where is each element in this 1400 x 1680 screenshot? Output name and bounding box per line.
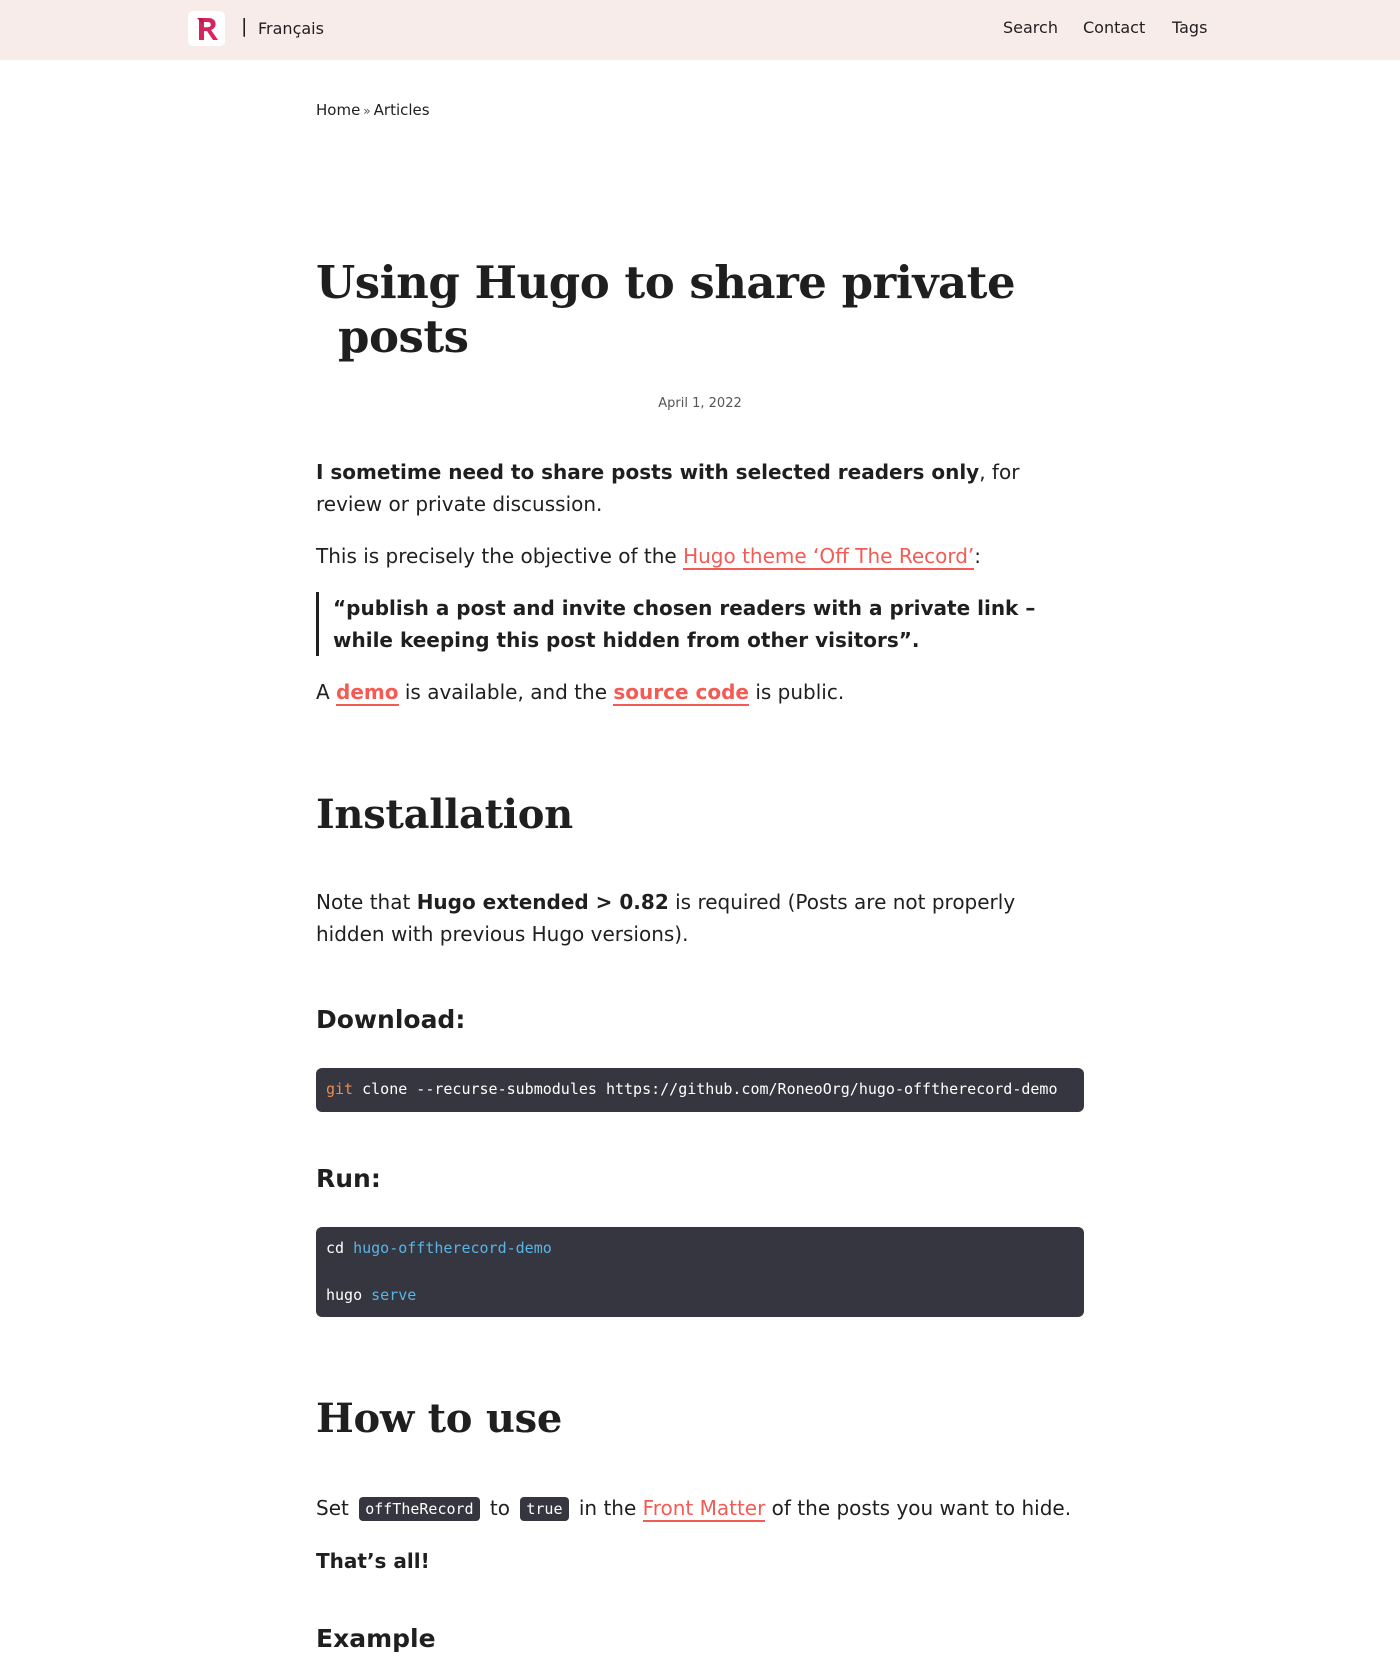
code-cd-command: cd bbox=[326, 1239, 354, 1257]
page-title-line2: posts bbox=[338, 310, 469, 363]
note-bold: Hugo extended > 0.82 bbox=[416, 890, 669, 914]
note-before: Note that bbox=[316, 890, 417, 914]
installation-heading: Installation bbox=[316, 791, 573, 838]
objective-before: This is precisely the objective of the bbox=[316, 544, 684, 568]
post-date: April 1, 2022 bbox=[658, 396, 742, 411]
intro-paragraph bbox=[316, 456, 1084, 520]
download-heading: Download: bbox=[316, 1005, 466, 1034]
intro-bold: I sometime need to share posts with selected readers only bbox=[316, 460, 980, 484]
code-cd-arg: hugo-offtherecord-demo bbox=[353, 1239, 552, 1257]
page-title-line1: Using Hugo to share private bbox=[316, 256, 1016, 309]
front-matter-link[interactable]: Front Matter bbox=[642, 1496, 766, 1520]
availability-paragraph bbox=[316, 676, 1084, 708]
code-clone-args: clone --recurse-submodules https://github.com/RoneoOrg/hugo-offtherecord-demo bbox=[353, 1080, 1058, 1098]
language-separator: | bbox=[241, 15, 248, 37]
demo-link[interactable]: demo bbox=[336, 680, 399, 704]
how-to-use-paragraph bbox=[316, 1492, 1084, 1526]
inline-code-offtherecord: offTheRecord bbox=[359, 1497, 479, 1521]
nav-contact-link[interactable]: Contact bbox=[1083, 18, 1146, 37]
how-to-use-heading: How to use bbox=[316, 1395, 562, 1442]
code-serve-arg: serve bbox=[371, 1286, 417, 1304]
intro-rest: , for review or private discussion. bbox=[316, 460, 1020, 516]
set-text: Set bbox=[316, 1496, 356, 1520]
in-the-text: in the bbox=[572, 1496, 643, 1520]
main-nav bbox=[0, 18, 1400, 42]
site-header bbox=[0, 0, 1400, 60]
objective-paragraph bbox=[316, 540, 1084, 572]
breadcrumb bbox=[316, 101, 430, 119]
code-git-command: git bbox=[326, 1080, 354, 1098]
nav-tags-link[interactable]: Tags bbox=[1172, 18, 1208, 37]
note-after: is required (Posts are not properly hidden with previous Hugo versions). bbox=[316, 890, 1016, 946]
objective-after: : bbox=[974, 544, 982, 568]
run-code-block[interactable] bbox=[316, 1227, 1084, 1317]
breadcrumb-home-link[interactable]: Home bbox=[316, 101, 361, 119]
availability-middle: is available, and the bbox=[398, 680, 614, 704]
to-text: to bbox=[483, 1496, 517, 1520]
page-title bbox=[316, 256, 1016, 364]
nav-search-link[interactable]: Search bbox=[1003, 18, 1058, 37]
thats-all-paragraph bbox=[316, 1545, 1084, 1577]
hugo-theme-link[interactable]: Hugo theme ‘Off The Record’ bbox=[683, 544, 975, 568]
run-heading: Run: bbox=[316, 1164, 381, 1193]
availability-prefix: A bbox=[316, 680, 337, 704]
example-heading: Example bbox=[316, 1624, 436, 1653]
quote-block: “publish a post and invite chosen readers with a private link – while keeping this post hidden from other visitors”. bbox=[316, 592, 1084, 656]
inline-code-true: true bbox=[520, 1497, 568, 1521]
download-code-block[interactable] bbox=[316, 1068, 1084, 1112]
source-code-link[interactable]: source code bbox=[613, 680, 749, 704]
after-link-text: of the posts you want to hide. bbox=[765, 1496, 1072, 1520]
language-switch-link[interactable]: Français bbox=[258, 19, 324, 38]
breadcrumb-articles-link[interactable]: Articles bbox=[373, 101, 430, 119]
installation-note bbox=[316, 886, 1084, 950]
breadcrumb-separator: » bbox=[363, 104, 371, 118]
code-hugo-command: hugo bbox=[326, 1286, 372, 1304]
thats-all-bold: That’s all! bbox=[316, 1549, 430, 1573]
availability-suffix: is public. bbox=[748, 680, 845, 704]
